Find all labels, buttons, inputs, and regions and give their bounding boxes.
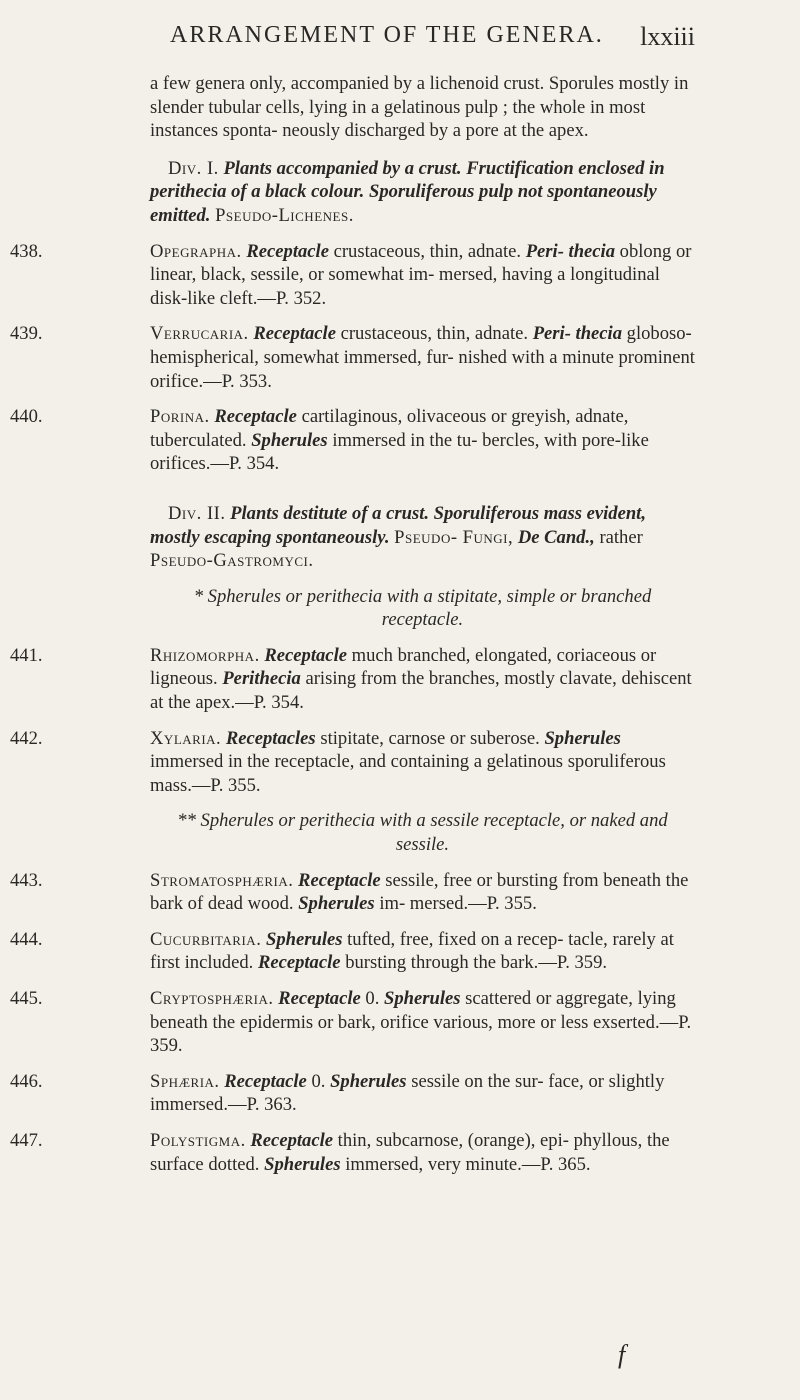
- entry-text: bursting through the bark.—P. 359.: [345, 952, 608, 974]
- genus-entry: [10, 322, 695, 393]
- entry-text: cartilaginous, olivaceous or greyish, adnate, tuberculated.: [150, 406, 629, 451]
- genus-name: Verrucaria.: [150, 323, 249, 345]
- entry-text: oblong or linear, black, sessile, or somewhat im- mersed, having a longitudinal disk-like cleft.—P. 352.: [150, 240, 692, 309]
- division-label: Div. I.: [168, 157, 219, 179]
- division-group: Pseudo- Fungi,: [394, 526, 514, 548]
- division-group: Pseudo-Gastromyci.: [150, 550, 314, 572]
- entry-term: Peri- thecia: [525, 240, 616, 262]
- division-title: Plants accompanied by a crust.: [223, 157, 462, 179]
- genus-entry: [10, 1129, 695, 1176]
- entry-text: tufted, free, fixed on a recep- tacle, rarely at first included.: [150, 928, 674, 974]
- entry-text: im- mersed.—P. 355.: [379, 893, 537, 915]
- body-text: [10, 72, 695, 1188]
- subsection-heading: * Spherules or perithecia with a stipitate, simple or branched receptacle.: [193, 585, 652, 631]
- genus-entry: [10, 644, 695, 715]
- division-one-heading: [150, 157, 695, 228]
- entry-number: 438.: [10, 240, 43, 262]
- entry-number: 446.: [10, 1070, 43, 1092]
- entry-text: thin, subcarnose, (orange), epi- phyllous, the surface dotted.: [150, 1129, 670, 1175]
- subsection-heading: ** Spherules or perithecia with a sessile receptacle, or naked and sessile.: [177, 810, 668, 856]
- entry-text: stipitate, carnose or suberose.: [320, 727, 540, 749]
- genus-name: Porina.: [150, 406, 210, 428]
- entry-number: 441.: [10, 644, 43, 666]
- division-title: Plants destitute of a crust.: [230, 502, 430, 524]
- entry-term: Receptacle: [298, 869, 381, 891]
- genus-name: Sphæria.: [150, 1070, 220, 1092]
- genus-name: Cucurbitaria.: [150, 928, 262, 950]
- division-label: Div. II.: [168, 502, 226, 524]
- entry-number: 440.: [10, 406, 43, 428]
- entry-number: 444.: [10, 928, 43, 950]
- genus-name: Stromatosphæria.: [150, 869, 294, 891]
- entry-number: 442.: [10, 727, 43, 749]
- entry-term: Spherules: [264, 1153, 341, 1175]
- entry-term: Receptacle: [264, 644, 347, 666]
- entry-term: Peri- thecia: [532, 323, 623, 345]
- entry-term: Receptacles: [225, 727, 316, 749]
- genus-entry: [10, 727, 695, 798]
- page-header: [150, 14, 695, 54]
- division-group: Pseudo-Lichenes.: [215, 204, 354, 226]
- division-description: Fructification enclosed in perithecia of a black colour.: [150, 157, 665, 203]
- entry-term: Receptacle: [246, 240, 329, 262]
- entry-term: Receptacle: [278, 988, 361, 1009]
- entry-term: Spherules: [266, 928, 343, 950]
- entry-term: Receptacle: [257, 952, 341, 974]
- entry-term: Spherules: [330, 1070, 407, 1092]
- genus-entry: [10, 928, 695, 975]
- genus-entry: [10, 869, 695, 916]
- genus-entry: [10, 405, 695, 476]
- entry-term: Spherules: [384, 988, 461, 1009]
- genus-name: Xylaria.: [150, 727, 222, 749]
- running-title: ARRANGEMENT OF THE GENERA.: [170, 22, 604, 48]
- division-connector: rather: [599, 526, 643, 548]
- entry-text: 0.: [311, 1070, 326, 1092]
- entry-text: immersed in the tu- bercles, with pore-like orifices.—P. 354.: [150, 429, 649, 475]
- entry-text: 0.: [365, 988, 380, 1009]
- genus-entry: [10, 1070, 695, 1117]
- genus-entry: [10, 987, 695, 1058]
- entry-text: arising from the branches, mostly clavate, dehiscent at the apex.—P. 354.: [150, 668, 692, 714]
- entry-term: Receptacle: [214, 406, 297, 428]
- entry-text: much branched, elongated, coriaceous or ligneous.: [150, 644, 657, 690]
- signature-mark: f: [618, 1340, 626, 1369]
- genus-name: Polystigma.: [150, 1129, 246, 1151]
- genus-entry: [10, 240, 695, 311]
- entry-term: Receptacle: [253, 323, 336, 345]
- entry-number: 439.: [10, 323, 43, 345]
- entry-term: Perithecia: [222, 668, 301, 690]
- entry-text: scattered or aggregate, lying beneath the epidermis or bark, orifice various, more or less exserted.—P. 359.: [150, 988, 692, 1057]
- entry-text: crustaceous, thin, adnate.: [340, 323, 529, 345]
- entry-text: globoso-hemispherical, somewhat immersed, fur- nished with a minute prominent orifice.—P. 353.: [150, 323, 695, 392]
- division-description: Sporuliferous pulp not spontaneously emitted.: [150, 181, 657, 226]
- page-number: lxxiii: [640, 22, 695, 51]
- entry-number: 443.: [10, 869, 43, 891]
- genus-name: Opegrapha.: [150, 240, 242, 262]
- genus-name: Rhizomorpha.: [150, 644, 260, 666]
- intro-paragraph: a few genera only, accompanied by a lichenoid crust. Sporules mostly in slender tubular cells, lying in a gelatinous pulp ; the whole in most instances sponta- neously discharged by a pore at the apex.: [150, 73, 689, 142]
- division-two-heading: [150, 502, 695, 573]
- entry-text: sessile on the sur- face, or slightly immersed.—P. 363.: [150, 1070, 665, 1116]
- entry-number: 447.: [10, 1129, 43, 1151]
- entry-term: Spherules: [298, 893, 375, 915]
- division-description: Sporuliferous mass evident, mostly escaping spontaneously.: [150, 502, 646, 548]
- entry-text: sessile, free or bursting from beneath the bark of dead wood.: [150, 869, 689, 915]
- entry-text: immersed in the receptacle, and containing a gelatinous sporuliferous mass.—P. 355.: [150, 751, 666, 796]
- entry-term: Receptacle: [250, 1129, 333, 1151]
- entry-term: Receptacle: [224, 1070, 307, 1092]
- genus-name: Cryptosphæria.: [150, 988, 274, 1009]
- entry-text: immersed, very minute.—P. 365.: [345, 1153, 591, 1175]
- entry-term: Spherules: [544, 727, 621, 749]
- entry-text: crustaceous, thin, adnate.: [333, 240, 522, 262]
- entry-term: Spherules: [251, 429, 328, 451]
- citation: De Cand.,: [517, 526, 595, 548]
- entry-number: 445.: [10, 988, 43, 1009]
